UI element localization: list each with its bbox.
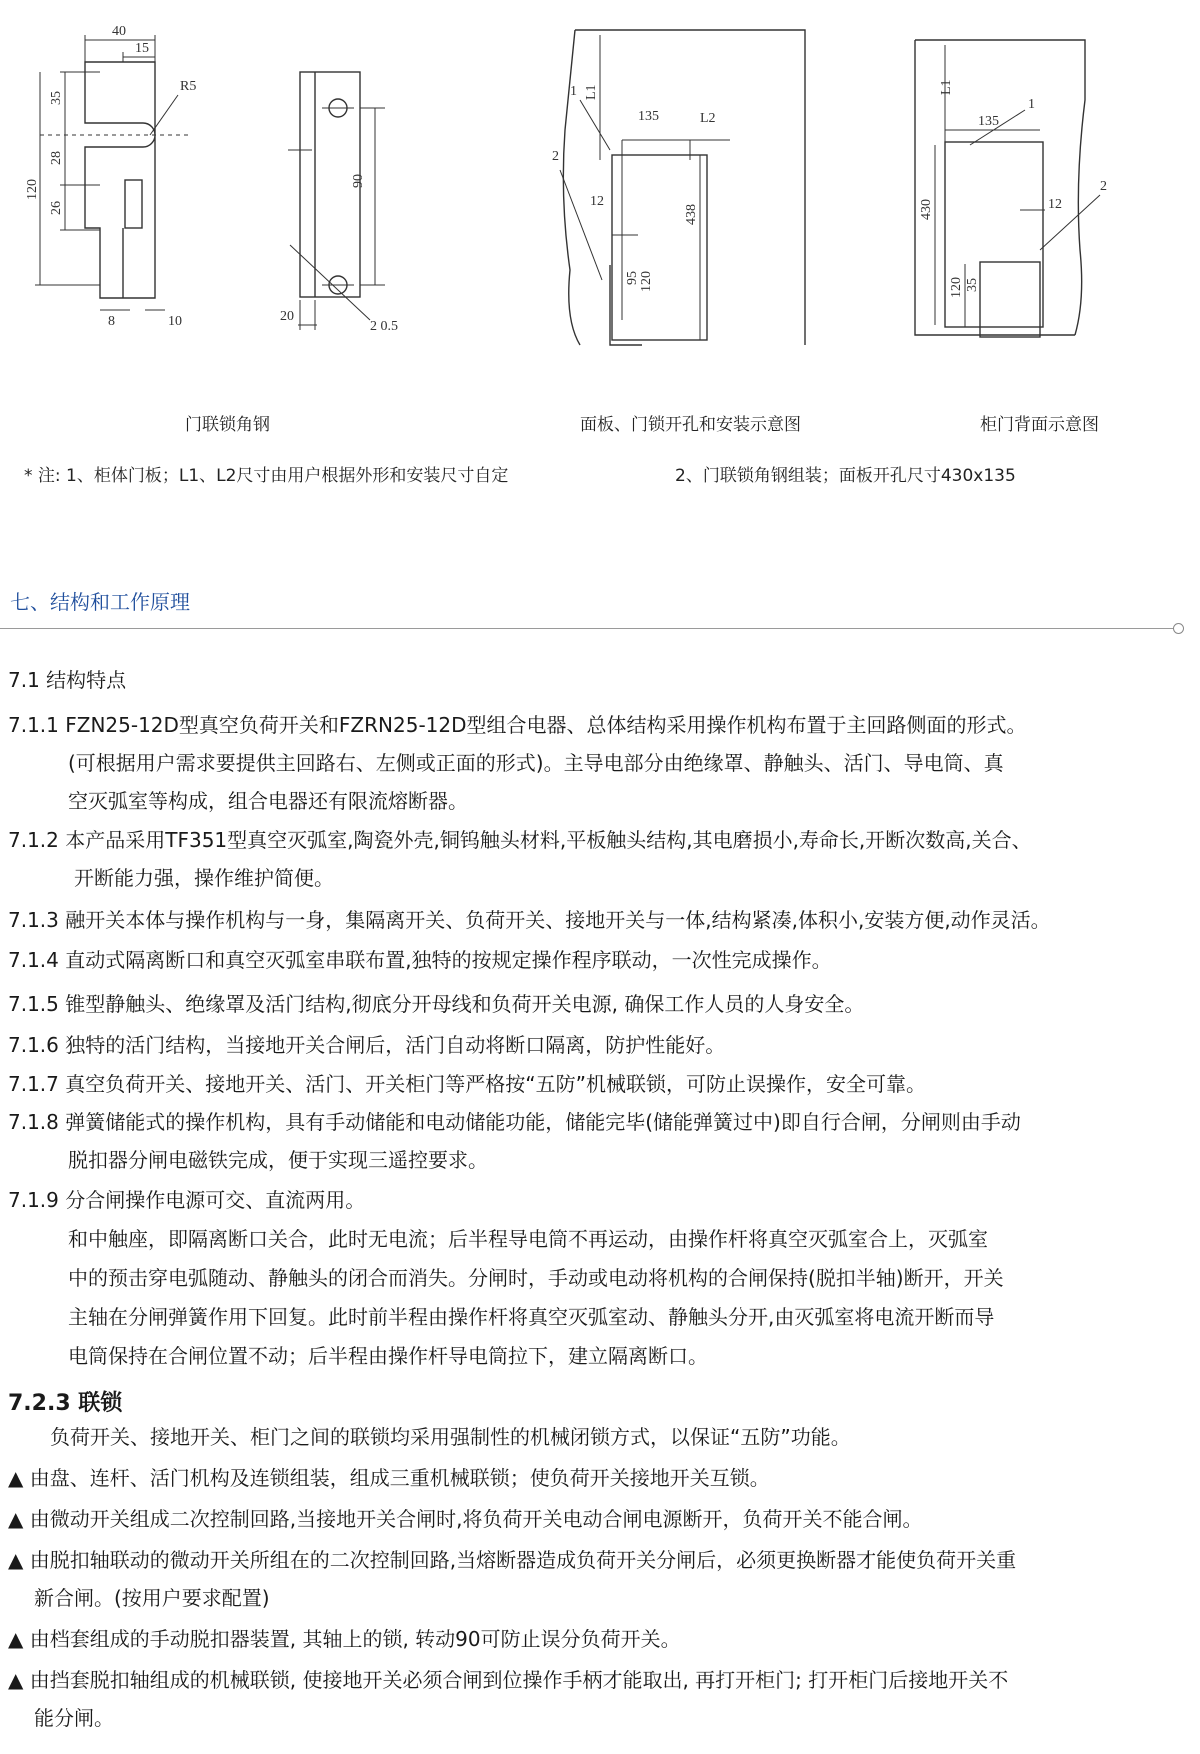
dim-l2: L2: [700, 111, 716, 126]
dim-35: 35: [49, 91, 64, 105]
dim-28: 28: [49, 151, 64, 165]
paragraph-operation: 和中触座，即隔离断口关合，此时无电流；后半程导电筒不再运动，由操作杆将真空灭弧室合上，灭弧室: [68, 1227, 988, 1251]
dim-15: 15: [135, 41, 149, 56]
dim-430: 430: [919, 199, 934, 220]
dim-120: 120: [25, 179, 40, 200]
caption-panel: 面板、门锁开孔和安装示意图: [580, 415, 801, 435]
dim-r5: R5: [180, 79, 197, 94]
dim-2-0-5: 2 0.5: [370, 319, 398, 334]
interlock-item: ▲ 由微动开关组成二次控制回路,当接地开关合闸时,将负荷开关电动合闸电源断开，负荷开关不能合闸。: [8, 1507, 923, 1531]
section-title: 七、结构和工作原理: [10, 590, 190, 614]
dim-26: 26: [49, 201, 64, 215]
paragraph-7-1-7: 7.1.7 真空负荷开关、接地开关、活门、开关柜门等严格按“五防”机械联锁，可防止误操作，安全可靠。: [8, 1072, 926, 1096]
interlock-item-cont: 新合闸。(按用户要求配置): [34, 1586, 270, 1610]
paragraph-7-1-3: 7.1.3 融开关本体与操作机构与一身，集隔离开关、负荷开关、接地开关与一体,结构紧凑,体积小,安装方便,动作灵活。: [8, 908, 1051, 932]
section-divider: [0, 628, 1175, 629]
marker-2: 2: [1100, 179, 1107, 194]
paragraph-7-1-1-cont: (可根据用户需求要提供主回路右、左侧或正面的形式)。主导电部分由绝缘罩、静触头、活门、导电筒、真: [68, 751, 1004, 775]
dim-8: 8: [108, 314, 115, 329]
interlock-item: ▲ 由挡套脱扣轴组成的机械联锁, 使接地开关必须合闸到位操作手柄才能取出, 再打开柜门; 打开柜门后接地开关不: [8, 1668, 1009, 1692]
angle-plate-drawing: [250, 0, 490, 350]
caption-door-back: 柜门背面示意图: [980, 415, 1099, 435]
paragraph-operation: 主轴在分闸弹簧作用下回复。此时前半程由操作杆将真空灭弧室动、静触头分开,由灭弧室将电流开断而导: [68, 1305, 995, 1329]
paragraph-7-1-1-cont: 空灭弧室等构成，组合电器还有限流熔断器。: [68, 789, 468, 813]
paragraph-operation: 电筒保持在合闸位置不动；后半程由操作杆导电筒拉下，建立隔离断口。: [68, 1344, 708, 1368]
paragraph-7-1-5: 7.1.5 锥型静触头、绝缘罩及活门结构,彻底分开母线和负荷开关电源, 确保工作人员的人身安全。: [8, 992, 865, 1016]
paragraph-7-1-2: 7.1.2 本产品采用TF351型真空灭弧室,陶瓷外壳,铜钨触头材料,平板触头结构,其电磨损小,寿命长,开断次数高,关合、: [8, 828, 1032, 852]
note-left: * 注: 1、柜体门板；L1、L2尺寸由用户根据外形和安装尺寸自定: [24, 466, 509, 486]
dim-40: 40: [112, 24, 126, 39]
note-right: 2、门联锁角钢组装；面板开孔尺寸430x135: [675, 466, 1016, 486]
dim-90: 90: [351, 174, 366, 188]
dim-120: 120: [639, 271, 654, 292]
paragraph-operation: 中的预击穿电弧随动、静触头的闭合而消失。分闸时，手动或电动将机构的合闸保持(脱扣半轴)断开，开关: [68, 1266, 1004, 1290]
marker-1: 1: [570, 84, 577, 99]
dim-12: 12: [1048, 197, 1062, 212]
dim-l1: L1: [584, 84, 599, 100]
paragraph-7-1-8-cont: 脱扣器分闸电磁铁完成，便于实现三遥控要求。: [68, 1148, 488, 1172]
dim-12: 12: [590, 194, 604, 209]
dim-135: 135: [638, 109, 659, 124]
paragraph-7-1-8: 7.1.8 弹簧储能式的操作机构，具有手动储能和电动储能功能，储能完毕(储能弹簧过中)即自行合闸，分闸则由手动: [8, 1110, 1021, 1134]
dim-l1: L1: [939, 79, 954, 95]
interlock-item: ▲ 由档套组成的手动脱扣器装置, 其轴上的锁, 转动90可防止误分负荷开关。: [8, 1627, 681, 1651]
paragraph-7-1-9: 7.1.9 分合闸操作电源可交、直流两用。: [8, 1188, 366, 1212]
dim-95: 95: [625, 271, 640, 285]
paragraph-7-1-1: 7.1.1 FZN25-12D型真空负荷开关和FZRN25-12D型组合电器、总体结构采用操作机构布置于主回路侧面的形式。: [8, 713, 1027, 737]
dim-135: 135: [978, 114, 999, 129]
marker-2: 2: [552, 149, 559, 164]
interlock-intro: 负荷开关、接地开关、柜门之间的联锁均采用强制性的机械闭锁方式，以保证“五防”功能。: [50, 1425, 851, 1449]
paragraph-7-1-6: 7.1.6 独特的活门结构，当接地开关合闸后，活门自动将断口隔离，防护性能好。: [8, 1033, 726, 1057]
caption-angle-steel: 门联锁角钢: [185, 415, 270, 435]
dim-20: 20: [280, 309, 294, 324]
panel-drawing: [540, 0, 830, 350]
interlock-item: ▲ 由脱扣轴联动的微动开关所组在的二次控制回路,当熔断器造成负荷开关分闸后，必须更换断器才能使负荷开关重: [8, 1548, 1017, 1572]
divider-end-circle: [1173, 623, 1184, 634]
subsection-7-2-3: 7.2.3 联锁: [8, 1391, 123, 1416]
door-back-drawing: [900, 0, 1160, 350]
paragraph-7-1-2-cont: 开断能力强，操作维护简便。: [74, 866, 334, 890]
marker-1: 1: [1028, 97, 1035, 112]
interlock-item-cont: 能分闸。: [34, 1706, 114, 1730]
subsection-7-1: 7.1 结构特点: [8, 668, 127, 692]
paragraph-7-1-4: 7.1.4 直动式隔离断口和真空灭弧室串联布置,独特的按规定操作程序联动，一次性完成操作。: [8, 948, 832, 972]
dim-120: 120: [949, 277, 964, 298]
dim-438: 438: [684, 204, 699, 225]
dim-10: 10: [168, 314, 182, 329]
interlock-item: ▲ 由盘、连杆、活门机构及连锁组装，组成三重机械联锁；使负荷开关接地开关互锁。: [8, 1466, 770, 1490]
dim-35: 35: [965, 278, 980, 292]
